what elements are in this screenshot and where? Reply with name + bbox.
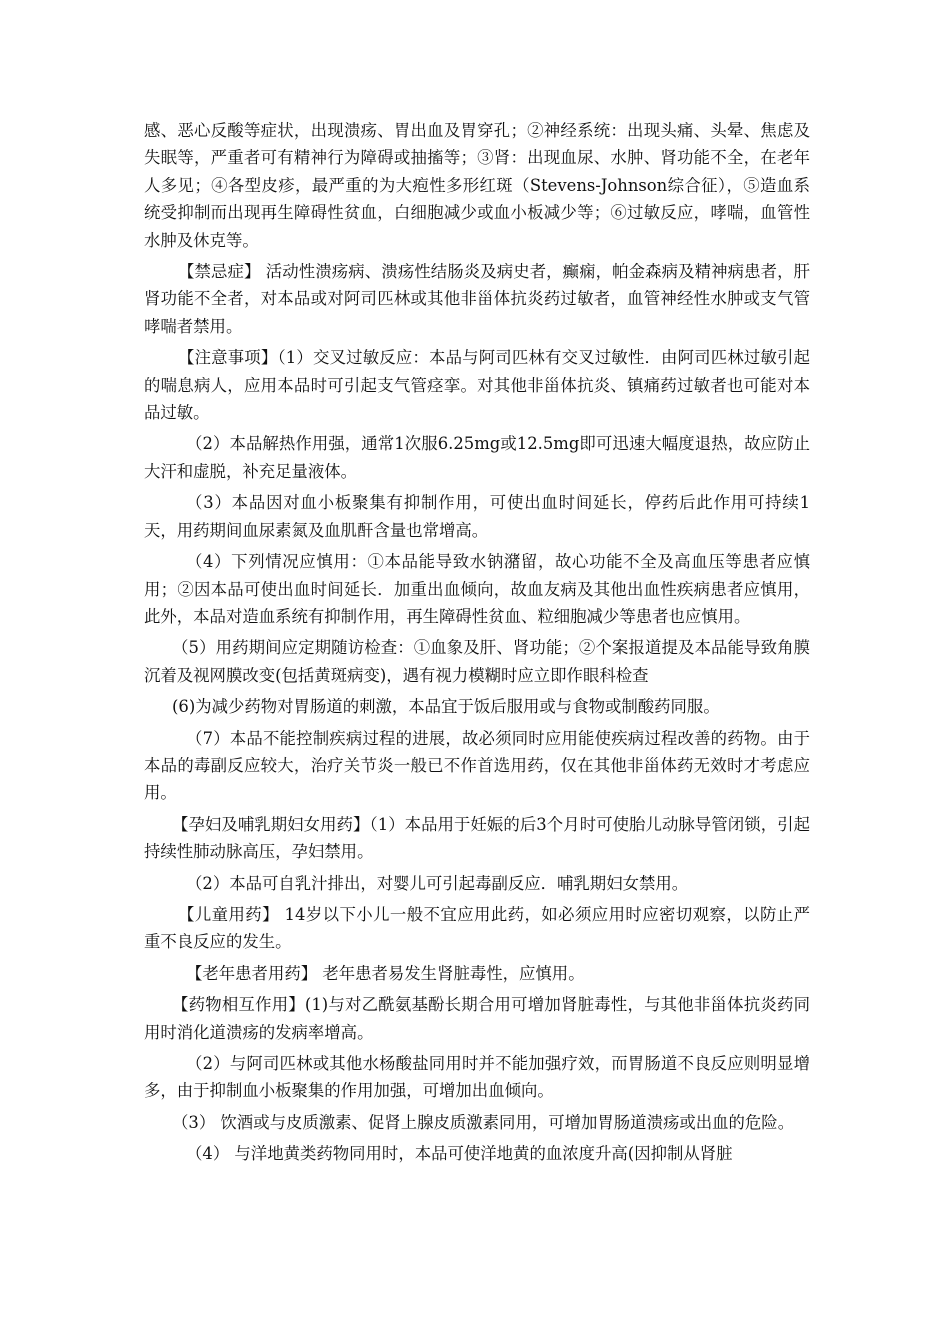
paragraph-precautions-3: （3）本品因对血小板聚集有抑制作用，可使出血时间延长，停药后此作用可持续1天，用药期间血尿素氮及血肌酐含量也常增高。 [144, 493, 810, 540]
paragraph-precautions-1: 【注意事项】（1）交叉过敏反应：本品与阿司匹林有交叉过敏性．由阿司匹林过敏引起的喘息病人，应用本品时可引起支气管痉挛。对其他非甾体抗炎、镇痛药过敏者也可能对本品过敏。 [144, 348, 810, 423]
paragraph-precautions-4: （4）下列情况应慎用：①本品能导致水钠潴留，故心功能不全及高血压等患者应慎用；②因本品可使出血时间延长．加重出血倾向，故血友病及其他出血性疾病患者应慎用，此外，本品对造血系统有抑制作用，再生障碍性贫血、粒细胞减少等患者也应慎用。 [144, 552, 810, 626]
paragraph-contraindications: 【禁忌症】 活动性溃疡病、溃疡性结肠炎及病史者，癫痫，帕金森病及精神病患者，肝肾功能不全者，对本品或对阿司匹林或其他非甾体抗炎药过敏者，血管神经性水肿或支气管哮喘者禁用。 [144, 262, 810, 336]
paragraph-adverse-reactions-continued: 感、恶心反酸等症状，出现溃疡、胃出血及胃穿孔；②神经系统：出现头痛、头晕、焦虑及失眠等，严重者可有精神行为障碍或抽搐等；③肾：出现血尿、水肿、肾功能不全，在老年人多见；④各型皮疹，最严重的为大疱性多形红斑（Stevens-Johnson综合征），⑤造血系统受抑制而出现再生障碍性贫血，白细胞减少或血小板减少等；⑥过敏反应，哮喘，血管性水肿及休克等。 [144, 121, 810, 250]
paragraph-pregnancy-lactation: 【孕妇及哺乳期妇女用药】（1）本品用于妊娠的后3个月时可使胎儿动脉导管闭锁，引起持续性肺动脉高压，孕妇禁用。 [144, 814, 810, 862]
paragraph-precautions-5: （5）用药期间应定期随访检查：①血象及肝、肾功能；②个案报道提及本品能导致角膜沉着及视网膜改变(包括黄斑病变)，遇有视力模糊时应立即作眼科检查 [144, 638, 810, 685]
paragraph-precautions-2: （2）本品解热作用强，通常1次服6.25mg或12.5mg即可迅速大幅度退热，故应防止大汗和虚脱，补充足量液体。 [144, 434, 810, 481]
paragraph-drug-interactions-4: （4） 与洋地黄类药物同用时，本品可使洋地黄的血浓度升高(因抑制从肾脏 [186, 1144, 733, 1164]
paragraph-precautions-6: (6)为减少药物对胃肠道的刺激，本品宜于饭后服用或与食物或制酸药同服。 [172, 697, 720, 717]
paragraph-precautions-7: （7）本品不能控制疾病过程的进展，故必须同时应用能使疾病过程改善的药物。由于本品的毒副反应较大，治疗关节炎一般已不作首选用药，仅在其他非甾体药无效时才考虑应用。 [144, 728, 810, 803]
paragraph-pediatric-use: 【儿童用药】 14岁以下小儿一般不宜应用此药，如必须应用时应密切观察，以防止严重不良反应的发生。 [144, 904, 810, 952]
paragraph-drug-interactions-1: 【药物相互作用】(1)与对乙酰氨基酚长期合用可增加肾脏毒性，与其他非甾体抗炎药同用时消化道溃疡的发病率增高。 [144, 995, 810, 1042]
paragraph-drug-interactions-2: （2）与阿司匹林或其他水杨酸盐同用时并不能加强疗效，而胃肠道不良反应则明显增多，由于抑制血小板聚集的作用加强，可增加出血倾向。 [144, 1054, 810, 1101]
document-page [144, 117, 810, 1172]
paragraph-lactation-2: （2）本品可自乳汁排出，对婴儿可引起毒副反应．哺乳期妇女禁用。 [186, 873, 689, 893]
paragraph-drug-interactions-3: （3） 饮酒或与皮质激素、促肾上腺皮质激素同用，可增加胃肠道溃疡或出血的危险。 [172, 1112, 795, 1132]
paragraph-geriatric-use: 【老年患者用药】 老年患者易发生肾脏毒性，应慎用。 [186, 963, 585, 983]
